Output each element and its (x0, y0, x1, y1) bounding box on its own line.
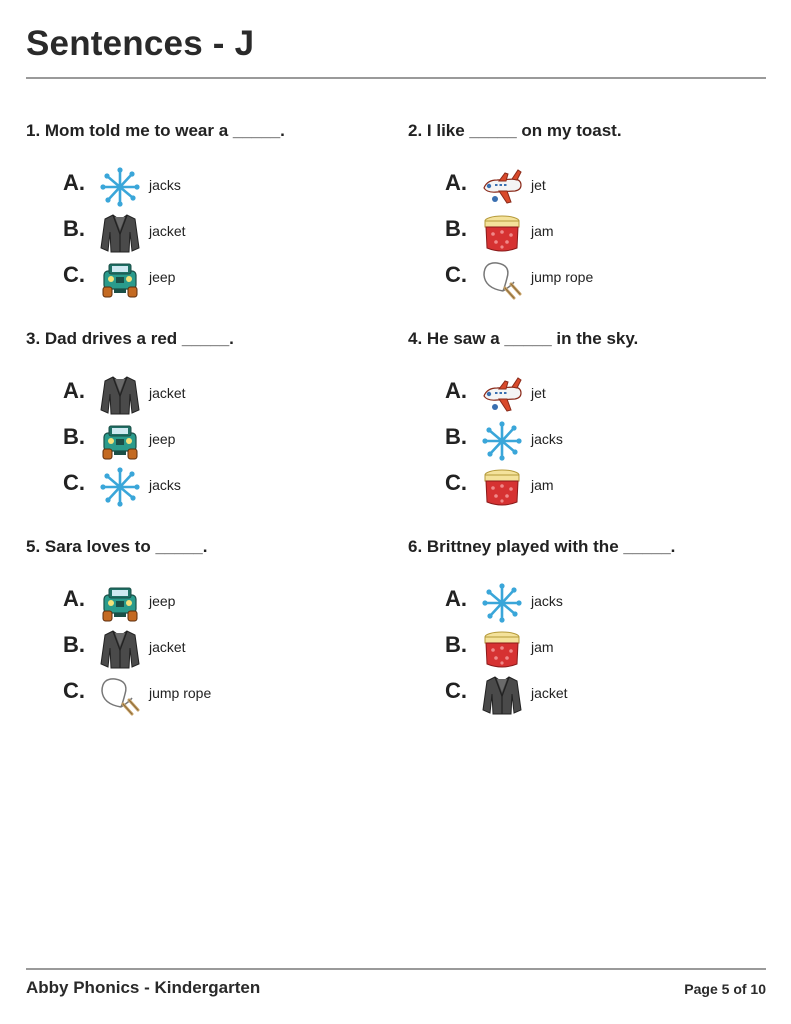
option-word: jacks (531, 431, 563, 447)
option-letter: B. (63, 424, 85, 449)
question-3 (26, 329, 396, 495)
answer-option-b[interactable] (445, 420, 745, 464)
jacks-icon (99, 166, 141, 208)
option-letter: C. (63, 470, 85, 495)
page-number: Page 5 of 10 (684, 981, 766, 997)
jump-rope-icon (99, 674, 141, 716)
page-title: Sentences - J (26, 24, 255, 63)
jam-icon (481, 212, 523, 254)
option-word: jump rope (149, 685, 212, 701)
question-5 (26, 537, 396, 703)
option-letter: C. (63, 678, 85, 703)
option-word: jet (531, 177, 546, 193)
jet-icon (481, 374, 523, 416)
answer-option-b[interactable] (63, 420, 363, 464)
jacket-icon (481, 674, 523, 716)
option-word: jacket (531, 685, 568, 701)
jet-icon (481, 166, 523, 208)
answer-option-a[interactable] (63, 582, 363, 626)
option-word: jam (531, 477, 554, 493)
jacket-icon (99, 212, 141, 254)
answer-option-a[interactable] (445, 166, 745, 210)
jacket-icon (99, 628, 141, 670)
answer-option-b[interactable] (445, 628, 745, 672)
option-letter: B. (445, 632, 467, 657)
option-letter: C. (445, 470, 467, 495)
option-word: jeep (149, 269, 176, 285)
question-4 (408, 329, 778, 495)
option-letter: A. (63, 378, 85, 403)
option-letter: A. (63, 170, 85, 195)
option-word: jeep (149, 593, 176, 609)
jacket-icon (99, 374, 141, 416)
option-word: jacks (149, 477, 181, 493)
jeep-icon (99, 582, 141, 624)
jump-rope-icon (481, 258, 523, 300)
option-letter: A. (445, 586, 467, 611)
jam-icon (481, 628, 523, 670)
jeep-icon (99, 258, 141, 300)
answer-option-b[interactable] (63, 628, 363, 672)
jeep-icon (99, 420, 141, 462)
option-letter: A. (445, 170, 467, 195)
option-word: jacket (149, 223, 186, 239)
option-word: jacks (149, 177, 181, 193)
question-text: 2. I like _____ on my toast. (408, 121, 622, 140)
answer-option-c[interactable] (445, 258, 745, 302)
option-letter: A. (445, 378, 467, 403)
answer-option-b[interactable] (445, 212, 745, 256)
option-word: jacket (149, 385, 186, 401)
answer-option-a[interactable] (445, 374, 745, 418)
jam-icon (481, 466, 523, 508)
answer-option-c[interactable] (63, 674, 363, 718)
footer-series-title: Abby Phonics - Kindergarten (26, 978, 261, 997)
header-divider (26, 77, 766, 79)
option-letter: B. (63, 216, 85, 241)
answer-option-c[interactable] (445, 466, 745, 510)
option-word: jet (531, 385, 546, 401)
option-letter: C. (63, 262, 85, 287)
option-word: jeep (149, 431, 176, 447)
answer-option-b[interactable] (63, 212, 363, 256)
option-word: jacks (531, 593, 563, 609)
answer-option-a[interactable] (63, 374, 363, 418)
answer-option-c[interactable] (63, 466, 363, 510)
option-letter: A. (63, 586, 85, 611)
answer-option-c[interactable] (445, 674, 745, 718)
option-letter: C. (445, 262, 467, 287)
jacks-icon (99, 466, 141, 508)
footer-divider (26, 968, 766, 970)
question-text: 4. He saw a _____ in the sky. (408, 329, 639, 348)
option-letter: C. (445, 678, 467, 703)
question-text: 5. Sara loves to _____. (26, 537, 208, 556)
option-word: jam (531, 639, 554, 655)
option-word: jacket (149, 639, 186, 655)
question-text: 6. Brittney played with the _____. (408, 537, 676, 556)
option-word: jump rope (531, 269, 594, 285)
option-letter: B. (445, 424, 467, 449)
question-text: 3. Dad drives a red _____. (26, 329, 234, 348)
question-6 (408, 537, 778, 703)
option-letter: B. (63, 632, 85, 657)
answer-option-a[interactable] (445, 582, 745, 626)
question-1 (26, 121, 396, 287)
jacks-icon (481, 582, 523, 624)
question-2 (408, 121, 778, 287)
option-word: jam (531, 223, 554, 239)
option-letter: B. (445, 216, 467, 241)
answer-option-c[interactable] (63, 258, 363, 302)
jacks-icon (481, 420, 523, 462)
answer-option-a[interactable] (63, 166, 363, 210)
question-text: 1. Mom told me to wear a _____. (26, 121, 285, 140)
